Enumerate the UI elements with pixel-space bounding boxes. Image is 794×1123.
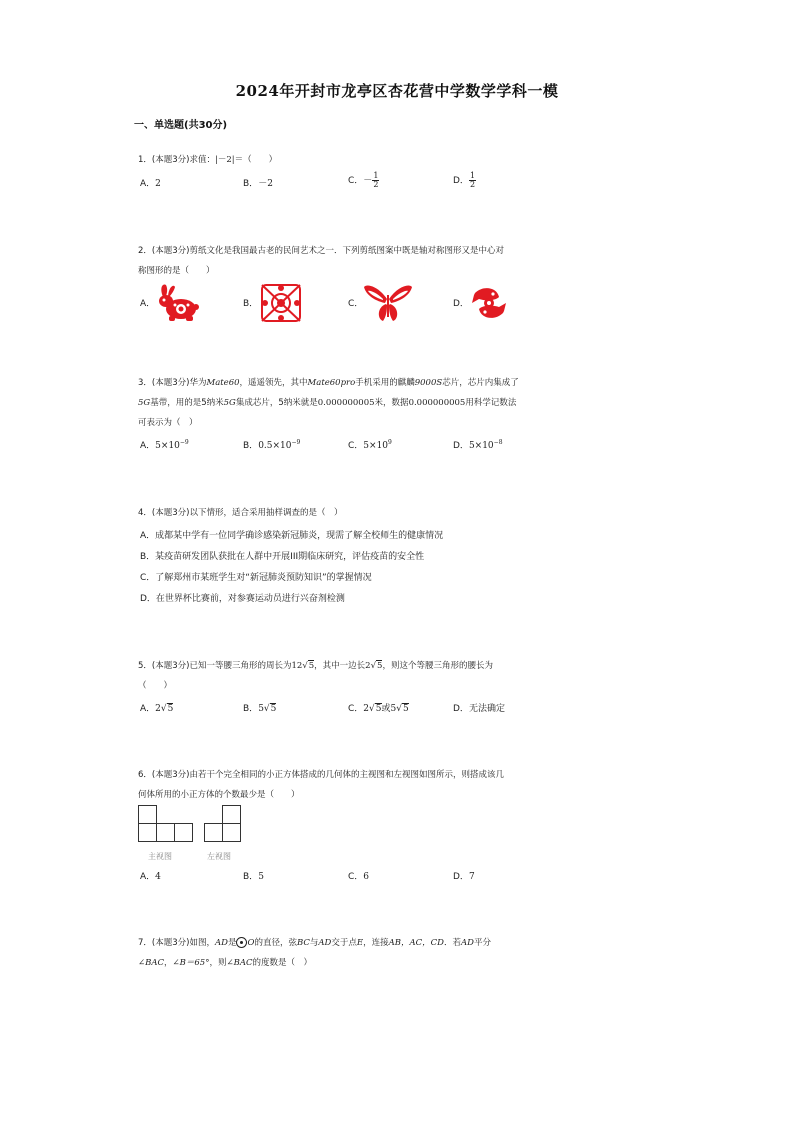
option-label: D． [453, 872, 469, 882]
math-radicand: 5 [167, 704, 174, 714]
question-1 [138, 150, 578, 170]
math-term: AD [318, 938, 332, 948]
option-exponent: −9 [179, 439, 189, 446]
question-number: 4． [138, 508, 152, 518]
option-value: 4 [155, 872, 161, 882]
option-exponent: −9 [291, 439, 301, 446]
option-label: B． [243, 704, 259, 714]
option-d[interactable]: D． [453, 299, 469, 309]
question-text: 剪纸文化是我国最古老的民间艺术之一．下列剪纸图案中既是轴对称图形又是中心对 [189, 246, 504, 256]
view-cell [174, 823, 193, 842]
math-radicand: 5 [403, 704, 409, 714]
question-score: (本题3分) [151, 378, 190, 388]
math-term: AD [460, 938, 474, 948]
math-term: AD [214, 938, 228, 948]
option-label: B． [243, 179, 259, 189]
option-value: －2 [258, 179, 273, 189]
math-term: 5G [223, 398, 236, 408]
fraction-denominator: 2 [469, 180, 476, 189]
view-cell [222, 823, 241, 842]
math-radicand: 5 [270, 704, 277, 714]
option-label: D． [453, 704, 469, 714]
option-label: D． [453, 441, 469, 451]
question-text: 的直径，弦 [254, 938, 297, 948]
question-text: 华为 [189, 378, 207, 388]
question-text: 是 [227, 938, 237, 948]
math-coefficient: 5 [258, 704, 264, 714]
math-expression: |－2|＝ [214, 155, 244, 165]
question-text: ，则 [209, 958, 227, 968]
option-value: 5 [258, 872, 264, 882]
view-cell [138, 823, 157, 842]
fraction [372, 172, 379, 189]
option-b[interactable] [243, 869, 264, 882]
option-sign: － [363, 176, 373, 186]
option-b[interactable]: B． [243, 299, 259, 309]
option-c[interactable] [348, 869, 369, 882]
question-text: 芯片，芯片内集成了 [442, 378, 519, 388]
question-text: 集成芯片，5纳米就是 [235, 398, 318, 408]
math-coefficient: 2 [155, 704, 161, 714]
option-c[interactable]: C．2√5或5√5 [348, 704, 409, 714]
option-label: C． [348, 441, 364, 451]
option-b[interactable]: B．5√5 [243, 704, 277, 714]
question-7 [138, 933, 583, 973]
option-a[interactable]: A．成都某中学有一位同学确诊感染新冠肺炎，现需了解全校师生的健康情况 [140, 531, 444, 541]
question-text: 已知一等腰三角形的周长为 [189, 661, 292, 671]
fraction-denominator: 2 [373, 180, 379, 189]
fraction [469, 172, 476, 189]
section-heading: 一、单选题(共30分) [134, 120, 228, 131]
question-text: 用科学记数法 [465, 398, 517, 408]
option-value: 0.5×10 [258, 441, 292, 451]
math-term: 5G [138, 398, 151, 408]
view-cell [204, 823, 223, 842]
option-connector: 或 [381, 704, 391, 714]
math-coefficient: 12 [291, 661, 303, 671]
question-text: ，则这个等腰三角形的腰长为 [382, 661, 493, 671]
option-label: D． [453, 176, 469, 186]
option-exponent: −8 [493, 439, 503, 446]
option-d[interactable] [453, 701, 505, 714]
option-c[interactable]: C．了解郑州市某班学生对“新冠肺炎预防知识”的掌握情况 [140, 573, 372, 583]
option-d[interactable] [453, 172, 476, 189]
option-label: B． [243, 441, 259, 451]
option-value: 6 [363, 872, 370, 882]
math-term: AB，AC，CD [388, 938, 444, 948]
option-value: 5×10 [363, 441, 389, 451]
rabbit-papercut-icon [155, 283, 201, 323]
option-a[interactable]: A．2√5 [140, 704, 174, 714]
question-score: (本题3分) [151, 508, 190, 518]
view-cell [156, 823, 175, 842]
option-b[interactable] [243, 176, 273, 189]
math-term: ∠BAC [226, 958, 253, 968]
option-label: C． [348, 704, 364, 714]
option-label: B． [243, 872, 259, 882]
question-text: 的度数是（ ） [252, 958, 313, 968]
option-c[interactable]: C． [348, 299, 364, 309]
view-cell [222, 805, 241, 824]
math-term: E [356, 938, 364, 948]
math-term: 0.000000005 [408, 398, 466, 408]
option-d[interactable]: D．在世界杯比赛前，对参赛运动员进行兴奋剂检测 [140, 594, 345, 604]
question-text-line2: 称图形的是（ ） [138, 266, 215, 276]
question-text: ， [164, 958, 173, 968]
fish-papercut-icon [469, 283, 509, 323]
option-value: 7 [468, 872, 475, 882]
question-2 [138, 241, 578, 281]
option-value: 5×10 [155, 441, 180, 451]
math-term: Mate60pro [307, 378, 356, 388]
question-5: 5．(本题3分)已知一等腰三角形的周长为12√5，其中一边长2√5，则这个等腰三角形的腰长为 （ ） [138, 656, 578, 696]
circle-symbol-icon [236, 937, 247, 948]
question-score: (本题3分) [151, 770, 190, 780]
question-text: ，其中一边长 [314, 661, 366, 671]
question-text: ，遥遥领先，其中 [239, 378, 308, 388]
question-text: 手机采用的麒麟 [355, 378, 415, 388]
front-view-caption: 主视图 [148, 852, 172, 861]
question-score: (本题3分) [151, 246, 190, 256]
math-radicand: 5 [377, 661, 383, 671]
question-number: 3． [138, 378, 152, 388]
option-exponent: 9 [388, 439, 392, 446]
question-text: 米，数据 [374, 398, 409, 408]
math-radicand: 5 [308, 661, 315, 671]
option-label: A． [140, 441, 156, 451]
option-label: C． [348, 872, 364, 882]
question-text: ，连接 [363, 938, 389, 948]
question-number: 1． [138, 155, 152, 165]
answer-paren: （ ） [243, 155, 278, 165]
question-score: (本题3分) [151, 938, 190, 948]
page-title: 2024年开封市龙亭区杏花营中学数学学科一模 [235, 82, 559, 100]
option-value: 2 [155, 179, 161, 189]
option-value: 无法确定 [468, 704, 505, 714]
question-number: 2． [138, 246, 152, 256]
math-term: 9000S [414, 378, 443, 388]
question-text: 由若干个完全相同的小正方体搭成的几何体的主视图和左视图如图所示，则搭成该几 [189, 770, 504, 780]
question-3 [138, 373, 580, 433]
question-number: 6． [138, 770, 152, 780]
question-text: 以下情形，适合采用抽样调查的是（ ） [189, 508, 343, 518]
math-term: ∠BAC [138, 958, 165, 968]
option-label: C． [348, 176, 364, 186]
left-view-caption: 左视图 [207, 852, 231, 861]
option-a[interactable]: A． [140, 299, 156, 309]
question-6 [138, 765, 580, 805]
fraction-numerator: 1 [373, 171, 379, 180]
question-text-line3: 可表示为（ ） [138, 418, 198, 428]
question-score: (本题3分) [151, 661, 190, 671]
question-text: 求值： [189, 155, 215, 165]
option-a[interactable] [140, 869, 161, 882]
question-number: 7． [138, 938, 152, 948]
option-value: 5×10 [468, 441, 494, 451]
butterfly-papercut-icon [363, 283, 413, 325]
option-a[interactable] [140, 176, 161, 189]
math-term: BC [296, 938, 310, 948]
flower-papercut-icon [259, 282, 303, 324]
math-radicand: 5 [375, 704, 382, 714]
option-d[interactable] [453, 869, 475, 882]
option-c[interactable] [348, 172, 379, 189]
question-number: 5． [138, 661, 152, 671]
option-c[interactable] [348, 438, 392, 451]
question-text: 如图， [189, 938, 215, 948]
option-a[interactable] [140, 438, 189, 451]
view-cell [138, 805, 157, 824]
question-text: 与 [309, 938, 319, 948]
option-label: A． [140, 872, 156, 882]
question-4 [138, 503, 578, 523]
question-text: 基带，用的是5纳米 [150, 398, 224, 408]
question-score: (本题3分) [151, 155, 190, 165]
question-text: 交于点 [331, 938, 357, 948]
option-label: A． [140, 704, 156, 714]
math-coefficient: 5 [390, 704, 397, 714]
option-b[interactable] [243, 438, 300, 451]
question-text-line2: （ ） [138, 681, 173, 691]
math-term: 0.000000005 [317, 398, 375, 408]
option-d[interactable] [453, 438, 503, 451]
math-term: ∠B＝65° [172, 958, 210, 968]
option-b[interactable]: B．某疫苗研发团队获批在人群中开展III期临床研究，评估疫苗的安全性 [140, 552, 425, 562]
math-coefficient: 2 [365, 661, 371, 671]
math-term: Mate60 [206, 378, 240, 388]
question-text: ．若 [443, 938, 461, 948]
question-text-line2: 何体所用的小正方体的个数最少是（ ） [138, 790, 300, 800]
math-coefficient: 2 [363, 704, 370, 714]
question-text: 平分 [473, 938, 491, 948]
fraction-numerator: 1 [469, 171, 476, 180]
math-term: O [247, 938, 255, 948]
option-label: A． [140, 179, 156, 189]
